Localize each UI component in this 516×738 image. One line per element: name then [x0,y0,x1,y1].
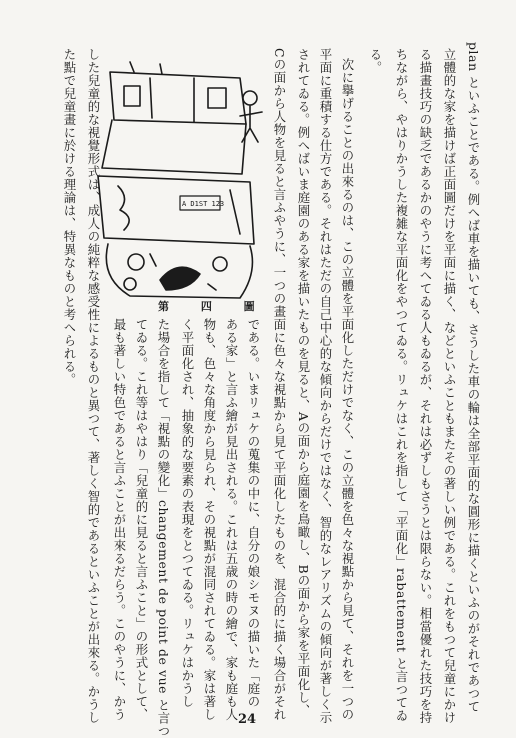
text-line: ある家」と言ふ繪が見出される。これは五歳の時の繪で、家も庭も人 [224,318,239,721]
page-number: 24 [238,712,257,727]
figure-label: A D1ST 123 [182,200,225,208]
text-line: 平面に重積する仕方である。それはただの自己中心的な傾向からだけではなく、智的なレアリズムの傾向が著しく示 [318,48,333,724]
text-line: た點で兒童畫に於ける理論は、特異なものと考へられる。 [62,48,77,386]
text-line: る。 [368,48,383,74]
text-line: 物も、色々な角度から見られ、その視點が混同されてゐる。家は著し [202,318,217,721]
text-line: 次に擧げることの出來るのは、この立體を平面化しただけでなく、この立體を色々な視點から見て、それを一つの [340,58,355,721]
text-line: く平面化され、抽象的な要素の表現をとつてゐる。リュケはかうし [180,318,195,708]
text-line: Cの面から人物を見ると言ふやうに、一つの畫面に色々な視點から見て平面化したものを、混合的に描く場合がそれ [272,48,287,722]
text-line: である。いまリュケの蒐集の中に、自分の娘シモヌの描いた「庭の [246,318,261,708]
text-line: 最も著しい特色であると言ふことが出來るだらう。このやうに、かう [112,318,127,721]
text-line: ちながら、やはりかうした複雑な平面化をやつてゐる。リュケはこれを指して「平面化」rabattement と言つてゐ [394,48,409,723]
text-line: 立體的な家を描けば正面圖だけを平面に描く、などといふこともまたその著しい例である。これをもつて兒童にかけ [442,48,457,724]
text-line: した兒童的な視覺形式は、成人の純粹な感受性によるものと異つて、著しく智的であるといふことが出來る。かうし [86,48,101,724]
text-line: る描畫技巧の缺乏であるかのやうに考へてゐる人もゐるが、それは必ずしもさうとは限らない。相當優れた技巧を持 [418,48,433,724]
text-line: た場合を指して「視點の變化」changement de point de vue と言つ [156,318,171,738]
figure-caption: 第 四 圖 [158,300,269,313]
text-line: plan といふことである。例へば車を描いても、さうした車の輪は全部平面的な圓形に描くといふのがそれであつて [466,42,481,714]
text-line: てゐる。これ等はやはり「兒童的に見ると言ふこと」の形式として、 [134,318,149,721]
child-drawing-figure [90,58,270,308]
text-line: されてゐる。例へばいま庭園のある家を描いたものを見ると、Aの面から庭園を鳥瞰し、Bの面から家を平面化し、 [296,48,311,718]
